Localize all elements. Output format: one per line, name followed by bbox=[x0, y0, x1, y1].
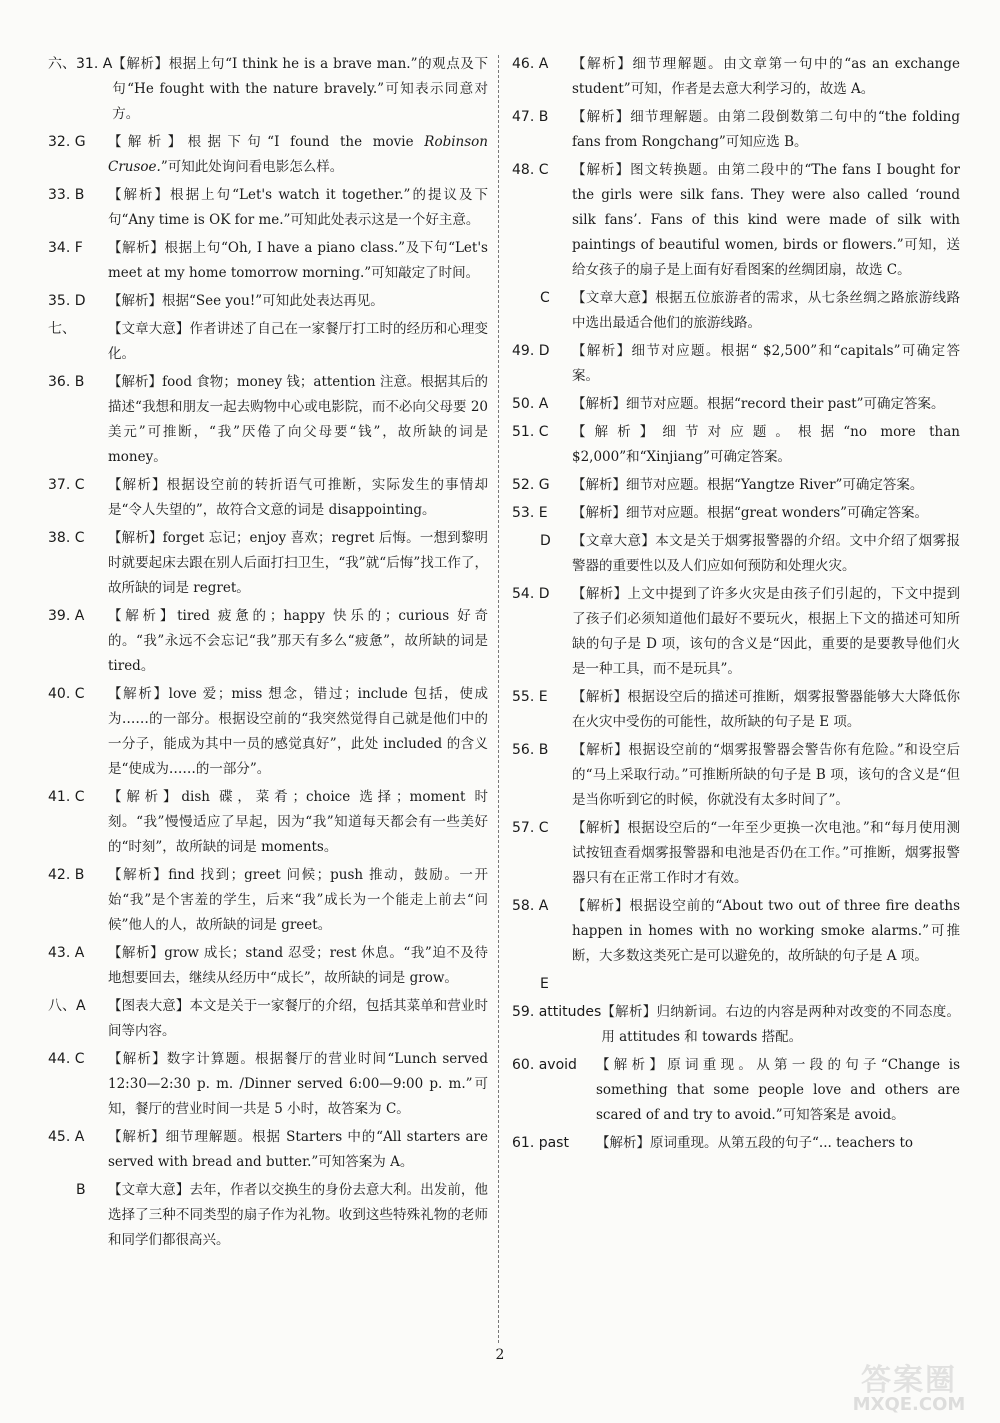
answer-explanation bbox=[108, 130, 488, 180]
answer-number: 32. G bbox=[48, 134, 86, 150]
answer-number: 60. avoid bbox=[512, 1057, 577, 1073]
answer-entry bbox=[512, 473, 960, 498]
answer-number: D bbox=[540, 533, 551, 549]
answer-entry bbox=[48, 289, 488, 314]
answer-entry bbox=[512, 529, 960, 579]
answer-explanation: 【解析】find 找到；greet 问候；push 推动，鼓励。一开始“我”是个害羞的学生，后来“我”成长为一个能走上前去“问候”他人的人，故所缺的词是 greet。 bbox=[108, 867, 488, 933]
answer-explanation: 【文章大意】去年，作者以交换生的身份去意大利。出发前，他选择了三种不同类型的扇子作为礼物。收到这些特殊礼物的老师和同学们都很高兴。 bbox=[108, 1182, 488, 1248]
answer-number: 43. A bbox=[48, 945, 85, 961]
answer-entry bbox=[512, 420, 960, 470]
answer-explanation: 【解析】细节理解题。由第二段倒数第二句中的“the folding fans from Rongchang”可知应选 B。 bbox=[572, 109, 960, 150]
answer-entry bbox=[512, 392, 960, 417]
answer-explanation: 【解析】love 爱；miss 想念，错过；include 包括，使成为……的一部分。根据设空前的“我突然觉得自己就是他们中的一分子，能成为其中一员的感觉真好”，此处 included 的含义是“使成为……的一部分”。 bbox=[108, 686, 488, 777]
answer-entry bbox=[48, 1125, 488, 1175]
answer-explanation: 【解析】dish 碟，菜肴；choice 选择；moment 时刻。“我”慢慢适应了早起，因为“我”知道每天都会有一些美好的“时刻”，故所缺的词是 moments。 bbox=[108, 789, 488, 855]
left-column bbox=[48, 52, 488, 1256]
answer-explanation: 【解析】根据“See you!”可知此处表达再见。 bbox=[108, 293, 384, 309]
answer-number: 八、A bbox=[48, 998, 86, 1014]
answer-explanation: 【解析】数字计算题。根据餐厅的营业时间“Lunch served 12:30—2:30 p. m. /Dinner served 6:00—9:00 p. m.”可知，餐厅的营业时间一共是 5 小时，故答案为 C。 bbox=[108, 1051, 488, 1117]
answer-explanation: 【解析】根据上句“Oh, I have a piano class.”及下句“Let's meet at my home tomorrow morning.”可知敲定了时间。 bbox=[108, 240, 488, 281]
answer-number: 34. F bbox=[48, 240, 83, 256]
answer-explanation: 【解析】根据设空前的“About two out of three fire deaths happen in homes with no working smoke alarms.”可推断，大多数这类死亡是可以避免的，故所缺的句子是 A 项。 bbox=[572, 898, 960, 964]
answer-entry bbox=[512, 1053, 960, 1128]
answer-number: 54. D bbox=[512, 586, 550, 602]
answer-explanation: 【图表大意】本文是关于一家餐厅的介绍，包括其菜单和营业时间等内容。 bbox=[108, 998, 488, 1039]
answer-explanation: 【解析】food 食物；money 钱；attention 注意。根据其后的描述“我想和朋友一起去购物中心或电影院，而不必向父母要 20 美元”可推断，“我”厌倦了向父母要“钱”，故所缺的词是 money。 bbox=[108, 374, 488, 465]
watermark-logo-text: 答案圈 bbox=[861, 1363, 957, 1398]
answer-number: 49. D bbox=[512, 343, 550, 359]
answer-entry bbox=[512, 339, 960, 389]
answer-explanation: 【解析】细节理解题。由文章第一句中的“as an exchange student”可知，作者是去意大利学习的，故选 A。 bbox=[572, 56, 960, 97]
answer-explanation: 【解析】forget 忘记；enjoy 喜欢；regret 后悔。一想到黎明时就要起床去跟在别人后面打扫卫生，“我”就“后悔”找工作了，故所缺的词是 regret。 bbox=[108, 530, 488, 596]
answer-number: C bbox=[540, 290, 550, 306]
answer-entry bbox=[512, 685, 960, 735]
answer-entry bbox=[48, 52, 488, 127]
answer-number: 44. C bbox=[48, 1051, 85, 1067]
answer-entry bbox=[512, 582, 960, 682]
answer-explanation: 【解析】细节对应题。根据“record their past”可确定答案。 bbox=[572, 396, 945, 412]
answer-number: 56. B bbox=[512, 742, 549, 758]
answer-number: 42. B bbox=[48, 867, 85, 883]
answer-number: 七、 bbox=[48, 321, 76, 337]
answer-entry bbox=[512, 738, 960, 813]
answer-number: 58. A bbox=[512, 898, 549, 914]
answer-number: 59. attitudes bbox=[512, 1004, 602, 1020]
answer-entry bbox=[512, 816, 960, 891]
answer-entry bbox=[48, 317, 488, 367]
answer-number: E bbox=[540, 976, 549, 992]
answer-entry bbox=[512, 158, 960, 283]
answer-entry bbox=[48, 785, 488, 860]
answer-entry bbox=[48, 941, 488, 991]
answer-entry bbox=[512, 105, 960, 155]
answer-explanation: 【解析】根据设空前的转折语气可推断，实际发生的事情却是“令人失望的”，故符合文意的词是 disappointing。 bbox=[108, 477, 488, 518]
explanation-text: ”可知此处询问看电影怎么样。 bbox=[160, 159, 344, 175]
answer-explanation: 【解析】根据上句“Let's watch it together.”的提议及下句“Any time is OK for me.”可知此处表示这是一个好主意。 bbox=[108, 187, 488, 228]
answer-explanation: 【解析】根据设空后的描述可推断，烟雾报警器能够大大降低你在火灾中受伤的可能性，故所缺的句子是 E 项。 bbox=[572, 689, 960, 730]
answer-entry bbox=[48, 994, 488, 1044]
answer-number: 39. A bbox=[48, 608, 85, 624]
answer-entry bbox=[48, 1047, 488, 1122]
explanation-text: 【解析】根据下句“I found the movie bbox=[108, 134, 425, 150]
answer-entry bbox=[48, 183, 488, 233]
answer-explanation: 【解析】原词重现。从第五段的句子“... teachers to bbox=[596, 1135, 913, 1151]
answer-entry bbox=[48, 370, 488, 470]
watermark-logo bbox=[824, 1349, 994, 1419]
answer-explanation: 【解析】细节理解题。根据 Starters 中的“All starters are served with bread and butter.”可知答案为 A。 bbox=[108, 1129, 488, 1170]
answer-entry bbox=[512, 1131, 960, 1156]
answer-explanation: 【解析】原词重现。从第一段的句子“Change is something that some people love and others are scared of and try to avoid.”可知答案是 avoid。 bbox=[596, 1057, 960, 1123]
answer-number: 38. C bbox=[48, 530, 85, 546]
answer-entry bbox=[512, 972, 960, 997]
answer-number: 45. A bbox=[48, 1129, 85, 1145]
answer-number: 36. B bbox=[48, 374, 85, 390]
answer-number: 51. C bbox=[512, 424, 549, 440]
answer-number: 33. B bbox=[48, 187, 85, 203]
answer-number: 35. D bbox=[48, 293, 86, 309]
answer-explanation: 【解析】细节对应题。根据“ $2,500”和“capitals”可确定答案。 bbox=[572, 343, 960, 384]
answer-entry bbox=[512, 894, 960, 969]
answer-explanation bbox=[572, 972, 960, 997]
answer-number: 61. past bbox=[512, 1135, 569, 1151]
answer-number: 55. E bbox=[512, 689, 548, 705]
answer-number: 40. C bbox=[48, 686, 85, 702]
right-column bbox=[512, 52, 960, 1159]
answer-explanation: 【解析】细节对应题。根据“no more than $2,000”和“Xinjiang”可确定答案。 bbox=[572, 424, 960, 465]
answer-entry bbox=[48, 682, 488, 782]
answer-explanation: 【文章大意】根据五位旅游者的需求，从七条丝绸之路旅游线路中选出最适合他们的旅游线路。 bbox=[572, 290, 960, 331]
answer-explanation: 【解析】根据上句“I think he is a brave man.”的观点及下句“He fought with the nature bravely.”可知表示同意对方。 bbox=[112, 56, 488, 122]
page-number: 2 bbox=[495, 1347, 505, 1363]
answer-number: 52. G bbox=[512, 477, 550, 493]
answer-explanation: 【解析】上文中提到了许多火灾是由孩子们引起的，下文中提到了孩子们必须知道他们最好不要玩火，根据上下文的描述可知所缺的句子是 D 项，该句的含义是“因此，重要的是要教导他们火是一种工具，而不是玩具”。 bbox=[572, 586, 960, 677]
answer-number: 六、31. A bbox=[48, 56, 113, 72]
answer-explanation: 【文章大意】作者讲述了自己在一家餐厅打工时的经历和心理变化。 bbox=[108, 321, 488, 362]
answer-number: 53. E bbox=[512, 505, 548, 521]
answer-entry bbox=[48, 863, 488, 938]
watermark-url: MXQE.COM bbox=[852, 1394, 966, 1415]
answer-entry bbox=[48, 1178, 488, 1253]
answer-number: 57. C bbox=[512, 820, 549, 836]
answer-number: 47. B bbox=[512, 109, 549, 125]
answer-explanation: 【解析】grow 成长；stand 忍受；rest 休息。“我”迫不及待地想要回去，继续从经历中“成长”，故所缺的词是 grow。 bbox=[108, 945, 488, 986]
answer-entry bbox=[48, 473, 488, 523]
answer-explanation: 【解析】归纳新词。右边的内容是两种对改变的不同态度。用 attitudes 和 towards 搭配。 bbox=[601, 1004, 960, 1045]
answer-entry bbox=[48, 526, 488, 601]
answer-number: 46. A bbox=[512, 56, 549, 72]
answer-entry bbox=[512, 286, 960, 336]
answer-explanation: 【解析】细节对应题。根据“Yangtze River”可确定答案。 bbox=[572, 477, 924, 493]
column-divider bbox=[498, 55, 499, 1343]
answer-number: 48. C bbox=[512, 162, 549, 178]
answer-explanation: 【解析】根据设空前的“烟雾报警器会警告你有危险。”和设空后的“马上采取行动。”可推断所缺的句子是 B 项，该句的含义是“但是当你听到它的时候，你就没有太多时间了”。 bbox=[572, 742, 960, 808]
answer-number: 41. C bbox=[48, 789, 85, 805]
answer-number: 50. A bbox=[512, 396, 549, 412]
answer-entry bbox=[48, 604, 488, 679]
answer-explanation: 【文章大意】本文是关于烟雾报警器的介绍。文中介绍了烟雾报警器的重要性以及人们应如何预防和处理火灾。 bbox=[572, 533, 960, 574]
answer-explanation: 【解析】图文转换题。由第二段中的“The fans I bought for the girls were silk fans. They were also called ‘round silk fans’. Fans of this kind were made of silk with paintings of beautiful women, birds or flowers.”可知，送给女孩子的扇子是上面有好看图案的丝绸团扇，故选 C。 bbox=[572, 162, 960, 278]
answer-entry bbox=[512, 52, 960, 102]
answer-number: B bbox=[76, 1182, 86, 1198]
answer-entry bbox=[512, 1000, 960, 1050]
answer-explanation: 【解析】tired 疲惫的；happy 快乐的；curious 好奇的。“我”永远不会忘记“我”那天有多么“疲惫”，故所缺的词是 tired。 bbox=[108, 608, 488, 674]
italic-title: Robinson Crusoe. bbox=[108, 134, 488, 175]
answer-explanation: 【解析】根据设空后的“一年至少更换一次电池。”和“每月使用测试按钮查看烟雾报警器和电池是否仍在工作。”可推断，烟雾报警器只有在正常工作时才有效。 bbox=[572, 820, 960, 886]
answer-entry bbox=[48, 236, 488, 286]
answer-explanation: 【解析】细节对应题。根据“great wonders”可确定答案。 bbox=[572, 505, 929, 521]
answer-number: 37. C bbox=[48, 477, 85, 493]
answer-entry bbox=[48, 130, 488, 180]
answer-entry bbox=[512, 501, 960, 526]
